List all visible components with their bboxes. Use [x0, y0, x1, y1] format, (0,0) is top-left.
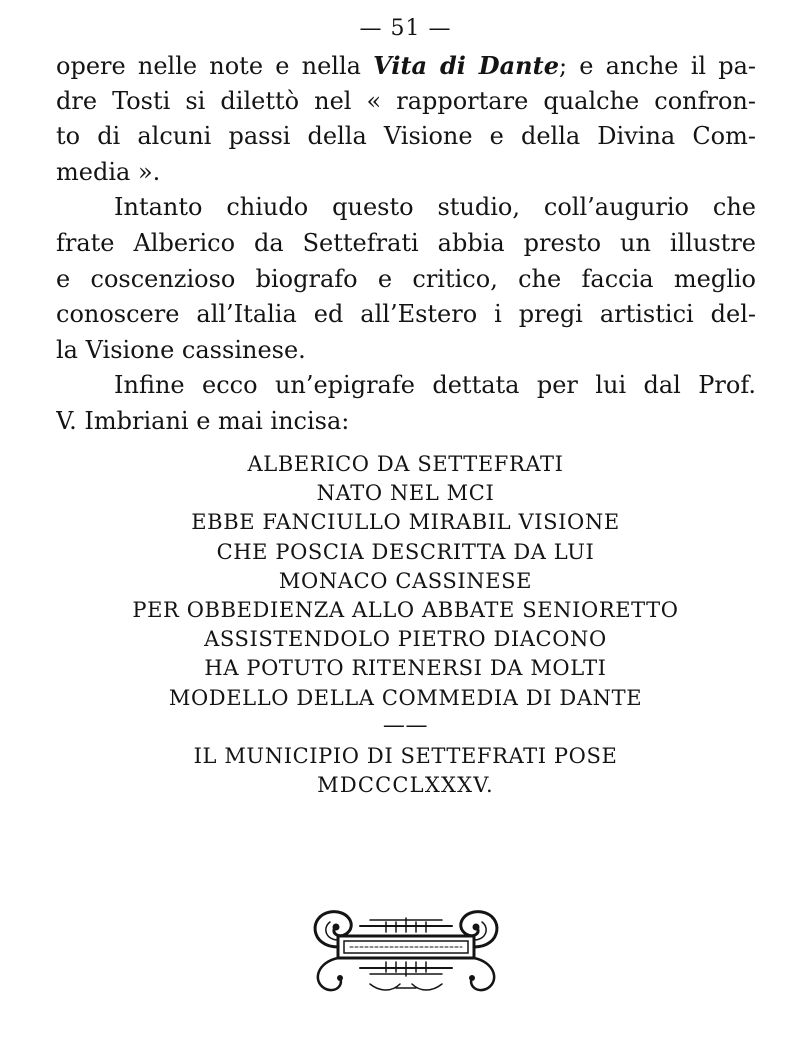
epigraph-line: HA POTUTO RITENERSI DA MOLTI — [204, 656, 607, 681]
scroll-ornament-icon — [300, 896, 512, 1000]
italic-title: Vita di Dante — [373, 51, 559, 80]
epigraph-line: MONACO CASSINESE — [278, 568, 533, 593]
epigraph-line: CHE POSCIA DESCRITTA DA LUI — [216, 539, 595, 564]
epigraph-dedication: IL MUNICIPIO DI SETTEFRATI POSE — [193, 743, 618, 768]
paragraph-1-line-2: dre Tosti si dilettò nel « rapportare qualche confron- — [56, 86, 756, 115]
paragraph-3-line-1: Infine ecco un’epigrafe dettata per lui dal Prof. — [114, 371, 756, 400]
page-number: — 51 — — [359, 16, 452, 41]
paragraph-2-line-5: la Visione cassinese. — [56, 335, 306, 364]
epigraph-separator: —— — [382, 712, 429, 738]
paragraph-2-line-2: frate Alberico da Settefrati abbia presto un illustre — [56, 228, 756, 257]
epigraph-date: MDCCCLXXXV. — [317, 773, 494, 798]
epigraph — [40, 450, 771, 800]
paragraph-2-line-3: e coscenzioso biografo e critico, che faccia meglio — [56, 264, 756, 293]
text-run: opere nelle note e nella — [56, 52, 374, 80]
epigraph-line: PER OBBEDIENZA ALLO ABBATE SENIORETTO — [132, 597, 679, 622]
body-text — [56, 48, 756, 440]
epigraph-line: NATO NEL MCI — [316, 481, 495, 506]
epigraph-line: EBBE FANCIULLO MIRABIL VISIONE — [191, 510, 620, 535]
paragraph-1-line-4: media ». — [56, 157, 161, 186]
epigraph-line: ASSISTENDOLO PIETRO DIACONO — [204, 627, 607, 652]
paragraph-2-line-1: Intanto chiudo questo studio, coll’augurio che — [114, 193, 756, 222]
text-run: ; e anche il pa- — [558, 52, 756, 80]
epigraph-line: ALBERICO DA SETTEFRATI — [247, 452, 564, 476]
paragraph-1-line-1 — [56, 48, 756, 84]
epigraph-line: MODELLO DELLA COMMEDIA DI DANTE — [168, 685, 643, 710]
paragraph-3-line-2: V. Imbriani e mai incisa: — [56, 406, 350, 435]
paragraph-2-line-4: conoscere all’Italia ed all’Estero i pregi artistici del- — [56, 300, 756, 329]
paragraph-1-line-3: to di alcuni passi della Visione e della Divina Com- — [56, 122, 756, 151]
